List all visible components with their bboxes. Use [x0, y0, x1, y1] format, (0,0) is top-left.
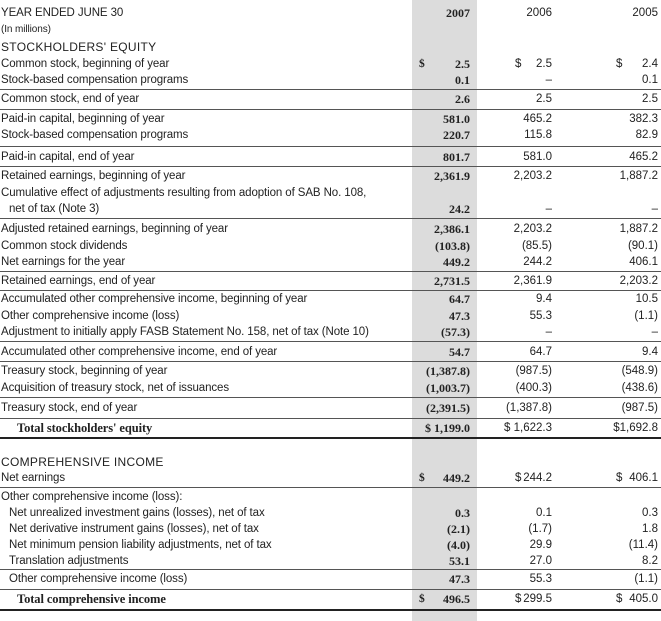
total-divider: [0, 609, 661, 611]
row-divider: [0, 487, 661, 488]
row-label: Stock-based compensation programs: [1, 74, 189, 86]
value-2006: 299.5: [523, 593, 552, 605]
table-row: [0, 470, 661, 486]
header-label: YEAR ENDED JUNE 30: [1, 7, 124, 19]
row-divider: [0, 418, 661, 419]
value-2005: 1.8: [642, 523, 658, 535]
value-2007: 2,361.9: [434, 169, 470, 183]
row-label: Treasury stock, end of year: [1, 402, 138, 414]
row-label: Translation adjustments: [9, 555, 129, 567]
value-2007: 64.7: [449, 292, 470, 306]
value-2007: 0.1: [455, 73, 470, 87]
value-2006: 115.8: [524, 129, 552, 141]
value-2005: 405.0: [629, 593, 658, 605]
row-label: Net earnings for the year: [1, 256, 126, 268]
table-row: [0, 273, 661, 289]
table-row: [0, 168, 661, 184]
value-2005: (1.1): [634, 310, 658, 322]
value-2006: 2.5: [536, 93, 552, 105]
value-2005: (987.5): [621, 402, 658, 414]
value-2007: 2,386.1: [434, 222, 470, 236]
row-label: Adjustment to initially apply FASB Statement No. 158, net of tax (Note 10): [1, 326, 369, 338]
value-2007: 54.7: [449, 345, 470, 359]
row-divider: [0, 166, 661, 167]
value-2007: 581.0: [443, 112, 470, 126]
value-2005: (11.4): [628, 539, 658, 551]
value-2007: (57.3): [441, 325, 470, 339]
table-row: [0, 127, 661, 143]
table-row: [0, 221, 661, 237]
table-row: [0, 400, 661, 416]
value-2006: 2,203.2: [513, 170, 552, 182]
value-2006: 29.9: [529, 539, 552, 551]
table-row: [0, 505, 661, 521]
table-row: [0, 149, 661, 165]
table-row: [0, 254, 661, 270]
table-row: [0, 308, 661, 324]
row-divider: [0, 146, 661, 147]
value-2005: 1,887.2: [619, 223, 658, 235]
row-label: Net earnings: [1, 472, 66, 484]
value-2007: (1,387.8): [426, 364, 470, 378]
value-2005: (438.6): [621, 382, 658, 394]
value-2005: $1,692.8: [613, 422, 658, 434]
row-label: Paid-in capital, beginning of year: [1, 113, 165, 125]
value-2007: 2.5: [455, 57, 470, 71]
dollar-sign: $: [616, 593, 623, 605]
column-header-2007: 2007: [446, 6, 470, 20]
row-label: Acquisition of treasury stock, net of issuances: [1, 382, 229, 394]
row-label: Paid-in capital, end of year: [1, 151, 135, 163]
value-2007: 47.3: [449, 309, 470, 323]
value-2007: 24.2: [449, 202, 470, 216]
value-2006: (400.3): [515, 382, 552, 394]
total-row: [0, 420, 661, 436]
column-header-2006: 2006: [526, 7, 552, 19]
section-heading-row: [0, 454, 661, 470]
value-2007: (4.0): [447, 538, 470, 552]
value-2005: 82.9: [635, 129, 658, 141]
value-2006: 465.2: [523, 113, 552, 125]
row-label: Common stock dividends: [1, 240, 128, 252]
row-label: Other comprehensive income (loss): [1, 310, 180, 322]
row-label: net of tax (Note 3): [9, 203, 100, 215]
row-divider: [0, 397, 661, 398]
table-row: [0, 56, 661, 72]
value-2007: 2,731.5: [434, 274, 470, 288]
row-divider: [0, 89, 661, 90]
value-2007: 53.1: [449, 554, 470, 568]
table-row: [0, 489, 661, 505]
value-2005: 10.5: [635, 293, 658, 305]
table-row: [0, 91, 661, 107]
value-2006: –: [545, 74, 552, 86]
row-label: STOCKHOLDERS' EQUITY: [1, 40, 157, 54]
row-divider: [0, 361, 661, 362]
row-label: Other comprehensive income (loss):: [1, 491, 183, 503]
value-2007: (1,003.7): [426, 381, 470, 395]
value-2007: 220.7: [443, 128, 470, 142]
table-row: [0, 291, 661, 307]
value-2005: 465.2: [629, 151, 658, 163]
row-label: Net minimum pension liability adjustments, net of tax: [9, 539, 272, 551]
value-2005: 406.1: [629, 472, 658, 484]
total-row: [0, 591, 661, 607]
value-2007: 47.3: [449, 572, 470, 586]
row-divider: [0, 341, 661, 342]
table-row: [0, 111, 661, 127]
table-row: [0, 380, 661, 396]
dollar-sign: $: [616, 58, 623, 70]
value-2005: (548.9): [621, 365, 658, 377]
value-2005: (1.1): [634, 573, 658, 585]
dollar-sign: $: [515, 472, 522, 484]
value-2005: 0.3: [642, 507, 658, 519]
value-2006: 0.1: [536, 507, 552, 519]
value-2006: 2,361.9: [513, 275, 552, 287]
value-2005: 382.3: [629, 113, 658, 125]
table-row: [0, 521, 661, 537]
value-2007: 449.2: [443, 471, 470, 485]
table-row: [0, 553, 661, 569]
section-heading-row: [0, 39, 661, 55]
row-label: Accumulated other comprehensive income, end of year: [1, 346, 278, 358]
value-2006: –: [545, 326, 552, 338]
value-2005: 8.2: [642, 555, 658, 567]
table-header-row: [0, 5, 661, 21]
dollar-sign: $: [419, 593, 425, 605]
table-row: [0, 571, 661, 587]
row-divider: [0, 218, 661, 219]
table-row: [0, 363, 661, 379]
row-label: Retained earnings, end of year: [1, 275, 156, 287]
row-label: Net derivative instrument gains (losses), net of tax: [9, 523, 259, 535]
value-2007: 2.6: [455, 92, 470, 106]
table-row: [0, 72, 661, 88]
value-2006: 581.0: [523, 151, 552, 163]
value-2007: (103.8): [435, 239, 470, 253]
dollar-sign: $: [616, 472, 623, 484]
row-label: Other comprehensive income (loss): [9, 573, 188, 585]
row-label: Cumulative effect of adjustments resulting from adoption of SAB No. 108,: [1, 187, 367, 199]
total-divider: [0, 437, 661, 439]
value-2007: 0.3: [455, 506, 470, 520]
value-2005: 2.4: [642, 58, 658, 70]
row-label: Common stock, beginning of year: [1, 58, 170, 70]
value-2006: 27.0: [529, 555, 552, 567]
row-label: Total stockholders' equity: [17, 421, 153, 435]
value-2006: (1,387.8): [505, 402, 552, 414]
value-2006: 64.7: [529, 346, 552, 358]
row-divider: [0, 271, 661, 272]
row-divider: [0, 569, 661, 570]
dollar-sign: $: [419, 472, 425, 484]
value-2005: 0.1: [642, 74, 658, 86]
value-2005: (90.1): [627, 240, 658, 252]
row-divider: [0, 589, 661, 590]
value-2005: –: [651, 326, 658, 338]
row-label: Net unrealized investment gains (losses), net of tax: [9, 507, 265, 519]
value-2005: 9.4: [642, 346, 658, 358]
value-2005: 2,203.2: [619, 275, 658, 287]
value-2005: 406.1: [629, 256, 658, 268]
value-2006: 2,203.2: [513, 223, 552, 235]
value-2006: 9.4: [536, 293, 552, 305]
row-label: COMPREHENSIVE INCOME: [1, 455, 164, 469]
value-2006: $ 1,622.3: [504, 422, 552, 434]
value-2006: (85.5): [521, 240, 552, 252]
units-row: [0, 22, 661, 38]
value-2007: $ 1,199.0: [425, 421, 470, 435]
value-2005: 2.5: [642, 93, 658, 105]
dollar-sign: $: [515, 58, 522, 70]
row-label: Accumulated other comprehensive income, beginning of year: [1, 293, 308, 305]
table-row: [0, 201, 661, 217]
dollar-sign: $: [515, 593, 522, 605]
row-label: Treasury stock, beginning of year: [1, 365, 168, 377]
value-2007: 449.2: [443, 255, 470, 269]
value-2007: (2.1): [447, 522, 470, 536]
value-2005: 1,887.2: [619, 170, 658, 182]
value-2006: 55.3: [529, 310, 552, 322]
table-row: [0, 238, 661, 254]
value-2006: –: [545, 203, 552, 215]
row-divider: [0, 109, 661, 110]
table-row: [0, 537, 661, 553]
value-2006: (987.5): [515, 365, 552, 377]
table-row: [0, 185, 661, 201]
value-2006: 2.5: [536, 58, 552, 70]
table-row: [0, 344, 661, 360]
row-label: Adjusted retained earnings, beginning of year: [1, 223, 228, 235]
value-2007: 801.7: [443, 150, 470, 164]
value-2007: (2,391.5): [426, 401, 470, 415]
dollar-sign: $: [419, 58, 425, 70]
value-2006: 244.2: [523, 472, 552, 484]
row-label: Stock-based compensation programs: [1, 129, 189, 141]
column-header-2005: 2005: [632, 7, 658, 19]
value-2005: –: [651, 203, 658, 215]
units-label: (In millions): [1, 24, 51, 35]
value-2007: 496.5: [443, 592, 470, 606]
value-2006: 55.3: [529, 573, 552, 585]
value-2006: 244.2: [523, 256, 552, 268]
value-2006: (1.7): [528, 523, 552, 535]
table-row: [0, 324, 661, 340]
row-divider: [0, 290, 661, 291]
row-label: Retained earnings, beginning of year: [1, 170, 186, 182]
row-label: Common stock, end of year: [1, 93, 140, 105]
row-label: Total comprehensive income: [17, 592, 166, 606]
